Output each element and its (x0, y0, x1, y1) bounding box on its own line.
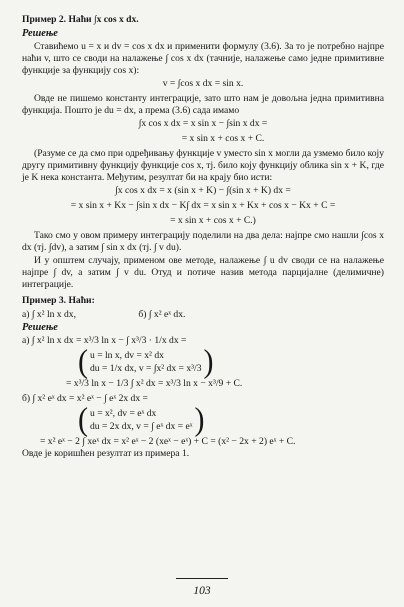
substitution-b-row-1: u = x², dv = eˣ dx (90, 408, 157, 419)
example-3-solution-heading: Решење (22, 322, 58, 333)
task-a: а) ∫ x² ln x dx, (22, 309, 76, 320)
example-2-paragraph-5: И у општем случају, применом ове методе, налажење ∫ u dv своди се на налажење најпре ∫ dv, а затим ∫ v du. Отуд и потиче назив метода парцијалне (делимичне) интеграције. (22, 255, 384, 290)
page-number-rule (176, 578, 228, 579)
page-number: 103 (193, 585, 211, 597)
substitution-b (78, 401, 384, 438)
solution-a-line-2: = x³/3 ln x − 1/3 ∫ x² dx = x³/3 ln x − x³/9 + C. (66, 378, 243, 389)
equation-3a: ∫x cos x dx = x (sin x + K) − ∫(sin x + K) dx = (115, 185, 291, 196)
equation-3b: = x sin x + Kx − ∫sin x dx − K∫ dx = x sin x + Kx + cos x − Kx + C = (70, 200, 336, 211)
example-2-paragraph-3: (Разуме се да смо при одређивању функције v уместо sin x могли да узмемо било коју другу примитивну функцију функције cos x, тј. било коју функцију облика sin x + K, где је K нека константа. Међутим, резултат би на крају био исти: (22, 148, 384, 183)
right-paren-icon: ) (194, 401, 205, 438)
example-2-title: Пример 2. Наћи ∫x cos x dx. (22, 14, 139, 25)
closing-note: Овде је коришћен резултат из примера 1. (22, 448, 190, 459)
substitution-a (78, 343, 384, 380)
equation-2b: = x sin x + cos x + C. (181, 133, 265, 144)
equation-2a: ∫x cos x dx = x sin x − ∫sin x dx = (138, 118, 268, 129)
equation-v: v = ∫cos x dx = sin x. (162, 78, 244, 89)
solution-b-line-2: = x² eˣ − 2 ∫ xeˣ dx = x² eˣ − 2 (xeˣ − eˣ) + C = (x² − 2x + 2) eˣ + C. (40, 436, 296, 447)
example-2-paragraph-1: Ставићемо u = x и dv = cos x dx и применити формулу (3.6). За то је потребно најпре наћи v, што се своди на налажење ∫ cos x dx (тачније, налажење само једне примитивне функције за функцију cos x): (22, 41, 384, 76)
task-b: б) ∫ x² eˣ dx. (138, 309, 186, 320)
example-3-tasks (22, 309, 384, 321)
example-2-solution-heading: Решење (22, 28, 58, 39)
right-paren-icon: ) (203, 343, 214, 380)
example-2-paragraph-4: Тако смо у овом примеру интеграцију поделили на два дела: најпре смо нашли ∫cos x dx (тј. ∫dv), а затим ∫ sin x dx (тј. ∫ v du). (22, 230, 384, 253)
example-3-title: Пример 3. Наћи: (22, 295, 95, 306)
example-2-paragraph-2: Овде не пишемо константу интеграције, зато што нам је довољна једна примитивна функција. Пошто је du = dx, а према (3.6) сада имамо (22, 93, 384, 116)
equation-3c: = x sin x + cos x + C.) (170, 215, 256, 226)
left-paren-icon: ( (78, 401, 88, 438)
solution-b-line-1: б) ∫ x² eˣ dx = x² eˣ − ∫ eˣ 2x dx = (22, 393, 148, 404)
substitution-a-row-2: du = 1/x dx, v = ∫x² dx = x³/3 (90, 363, 202, 374)
solution-a-line-1: а) ∫ x² ln x dx = x³/3 ln x − ∫ x³/3 · 1/x dx = (22, 335, 187, 346)
substitution-b-row-2: du = 2x dx, v = ∫ eˣ dx = eˣ (90, 421, 193, 432)
substitution-a-row-1: u = ln x, dv = x² dx (90, 350, 164, 361)
left-paren-icon: ( (78, 343, 88, 380)
